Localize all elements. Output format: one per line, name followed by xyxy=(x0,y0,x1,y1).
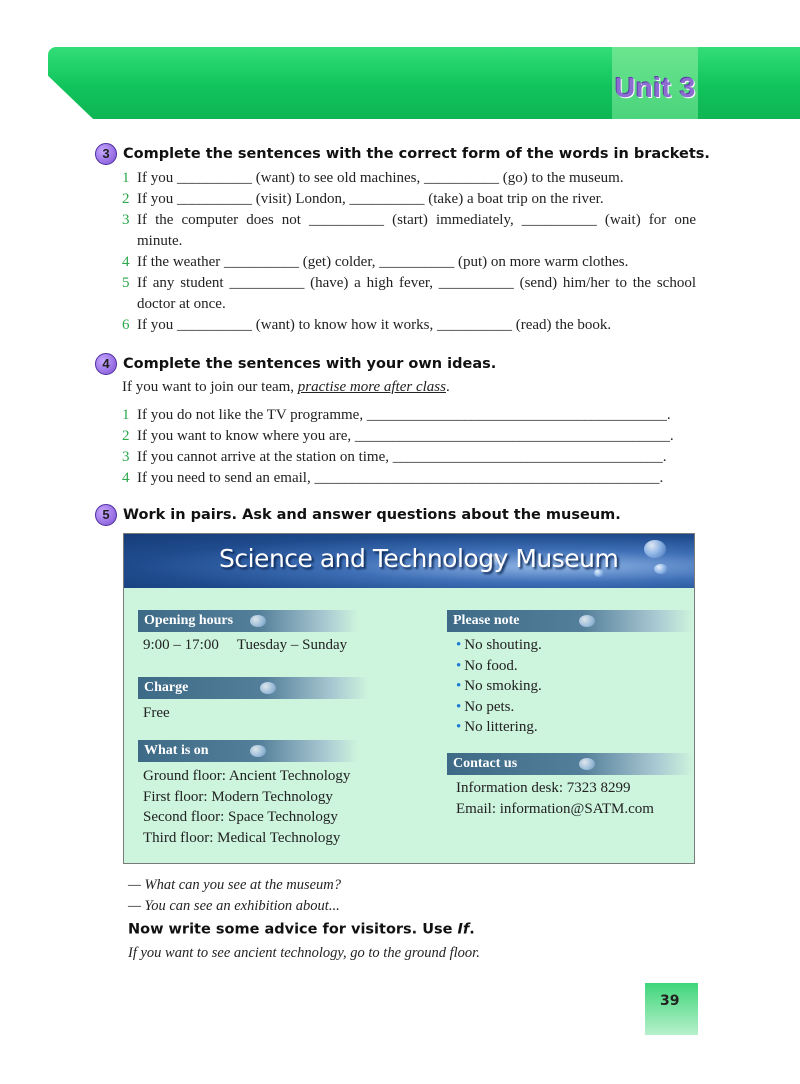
floor-item: Ground floor: Ancient Technology xyxy=(143,768,351,784)
label-text: What is on xyxy=(144,743,209,758)
item-number: 1 xyxy=(122,170,130,186)
please-note-label xyxy=(447,610,693,632)
unit-title: Unit 3 xyxy=(615,72,696,103)
exercise-4-example xyxy=(122,379,450,396)
bullet-icon: • xyxy=(456,657,462,674)
label-text: Please note xyxy=(453,613,520,628)
exercise-number-badge: 3 xyxy=(95,143,117,165)
water-drop-icon xyxy=(654,564,668,574)
example-prefix: If you want to join our team, xyxy=(122,379,298,395)
item-text: If the weather __________ (get) colder, __________ (put) on more warm clothes. xyxy=(137,254,629,270)
note-item xyxy=(456,635,542,656)
note-text: No shouting. xyxy=(464,637,542,653)
item-text: If you want to know where you are, __________________________________________. xyxy=(137,428,674,444)
label-text: Charge xyxy=(144,680,189,695)
list-item xyxy=(122,447,696,468)
bubble-icon xyxy=(250,745,266,757)
item-number: 6 xyxy=(122,317,130,333)
instruction-prefix: Now write some advice for visitors. Use xyxy=(128,921,458,938)
list-item xyxy=(122,426,696,447)
item-number: 2 xyxy=(122,191,130,207)
exercise-number-badge: 4 xyxy=(95,353,117,375)
bubble-icon xyxy=(260,682,276,694)
example-suffix: . xyxy=(445,379,450,395)
page-number-tab xyxy=(645,983,698,1035)
item-text: If any student __________ (have) a high fever, __________ (send) him/her to the school doctor at once. xyxy=(137,275,696,312)
exercise-3-heading xyxy=(95,143,710,165)
dialog-line: — You can see an exhibition about... xyxy=(128,898,340,914)
exercise-3-list xyxy=(122,168,696,336)
bullet-icon: • xyxy=(456,719,462,735)
note-item xyxy=(456,717,542,738)
exercise-instruction: Complete the sentences with the correct form of the words in brackets. xyxy=(123,146,710,162)
item-number: 1 xyxy=(122,407,130,423)
follow-up-instruction xyxy=(128,921,475,937)
note-text: No pets. xyxy=(464,698,515,715)
item-number: 3 xyxy=(122,449,130,465)
page-number: 39 xyxy=(660,993,680,1009)
opening-days: Tuesday – Sunday xyxy=(236,637,348,653)
water-drop-icon xyxy=(644,540,666,558)
follow-up-heading xyxy=(128,920,475,938)
instruction-keyword: If xyxy=(457,921,470,938)
label-text: Opening hours xyxy=(144,613,234,628)
charge-value: Free xyxy=(143,705,170,721)
exercise-4-heading xyxy=(95,353,496,375)
label-text: Contact us xyxy=(453,756,518,771)
note-text: No food. xyxy=(464,657,518,674)
contact-label xyxy=(447,753,693,775)
museum-title: Science and Technology Museum xyxy=(219,544,619,573)
item-text: If the computer does not __________ (start) immediately, __________ (wait) for one minute. xyxy=(137,212,696,249)
note-text: No smoking. xyxy=(464,678,542,694)
instruction-suffix: . xyxy=(469,921,475,938)
dialog-line: — What can you see at the museum? xyxy=(128,877,342,893)
bubble-icon xyxy=(579,758,595,770)
opening-time: 9:00 – 17:00 xyxy=(143,637,219,653)
museum-header xyxy=(124,534,694,588)
item-number: 5 xyxy=(122,275,130,291)
note-item xyxy=(456,697,542,718)
list-item xyxy=(122,273,696,315)
note-text: No littering. xyxy=(464,719,538,735)
item-text: If you need to send an email, ______________________________________________. xyxy=(137,470,664,486)
item-number: 3 xyxy=(122,212,130,228)
contact-info xyxy=(456,778,654,819)
example-answer: practise more after class xyxy=(297,379,446,395)
list-item xyxy=(122,315,696,336)
charge-label xyxy=(138,677,368,699)
list-item xyxy=(122,468,696,489)
item-text: If you __________ (visit) London, __________ (take) a boat trip on the river. xyxy=(137,191,604,207)
item-number: 2 xyxy=(122,428,130,444)
list-item xyxy=(122,189,696,210)
note-item xyxy=(456,656,542,677)
follow-up-example: If you want to see ancient technology, go to the ground floor. xyxy=(128,945,480,961)
bullet-icon: • xyxy=(456,637,462,653)
list-item xyxy=(122,252,696,273)
museum-poster xyxy=(123,533,695,864)
floor-item: First floor: Modern Technology xyxy=(143,788,333,805)
exercise-5-heading xyxy=(95,504,621,526)
floor-item: Third floor: Medical Technology xyxy=(143,829,341,846)
list-item xyxy=(122,405,696,426)
item-number: 4 xyxy=(122,470,130,486)
opening-hours-value xyxy=(143,635,347,656)
whats-on-label xyxy=(138,740,358,762)
item-text: If you do not like the TV programme, ________________________________________. xyxy=(137,407,671,423)
bubble-icon xyxy=(250,615,266,627)
notes-list xyxy=(456,635,542,738)
contact-phone: Information desk: 7323 8299 xyxy=(456,780,631,796)
floor-item: Second floor: Space Technology xyxy=(143,809,338,825)
bullet-icon: • xyxy=(456,678,462,694)
item-number: 4 xyxy=(122,254,130,270)
list-item xyxy=(122,210,696,252)
exercise-instruction: Work in pairs. Ask and answer questions about the museum. xyxy=(123,507,621,523)
item-text: If you __________ (want) to see old machines, __________ (go) to the museum. xyxy=(137,170,624,186)
note-item xyxy=(456,676,542,697)
contact-email: Email: information@SATM.com xyxy=(456,800,654,817)
item-text: If you cannot arrive at the station on time, ____________________________________. xyxy=(137,449,667,465)
bubble-icon xyxy=(579,615,595,627)
exercise-instruction: Complete the sentences with your own ideas. xyxy=(123,356,497,372)
floors-list xyxy=(143,766,350,848)
exercise-number-badge: 5 xyxy=(95,504,117,526)
opening-hours-label xyxy=(138,610,358,632)
sample-dialog xyxy=(128,875,341,917)
bullet-icon: • xyxy=(456,698,462,715)
item-text: If you __________ (want) to know how it works, __________ (read) the book. xyxy=(137,317,612,333)
list-item xyxy=(122,168,696,189)
exercise-4-list xyxy=(122,405,696,489)
